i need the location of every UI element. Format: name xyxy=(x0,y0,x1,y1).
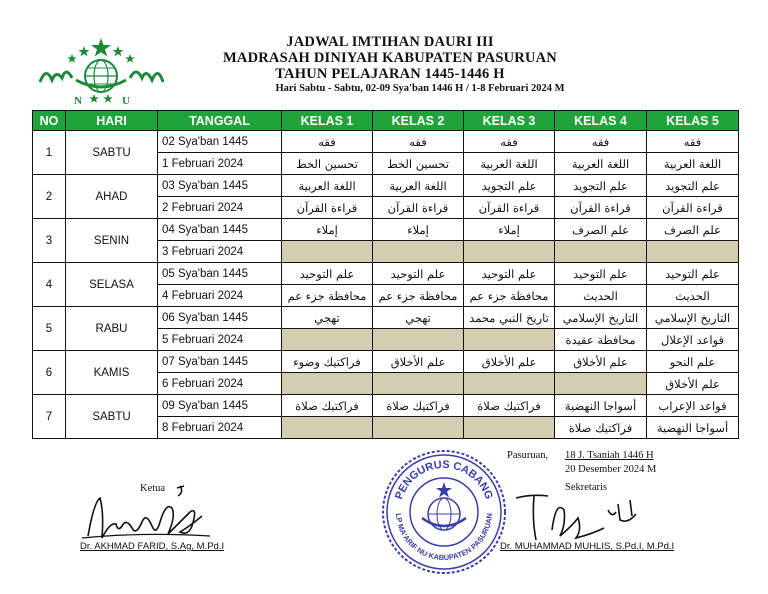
cell-kelas-4: علم الصرف xyxy=(555,219,647,241)
cell-kelas-3: اللغة العربية xyxy=(464,153,555,175)
cell-kelas-4: اللغة العربية xyxy=(555,153,647,175)
cell-hari: SENIN xyxy=(66,219,158,263)
cell-hari: AHAD xyxy=(66,175,158,219)
cell-kelas-3: محافظة جزء عم xyxy=(464,285,555,307)
cell-kelas-3: علم التجويد xyxy=(464,175,555,197)
official-stamp xyxy=(380,448,508,576)
stamp-top-text: PENGURUS CABANG xyxy=(393,458,495,502)
logo-calligraphy-right xyxy=(130,72,163,82)
col-header-kelas-2: KELAS 2 xyxy=(373,111,464,131)
title-line-1: JADWAL IMTIHAN DAURI III xyxy=(286,34,494,50)
cell-tanggal: 3 Februari 2024 xyxy=(158,241,282,263)
cell-kelas-5: علم الصرف xyxy=(647,219,739,241)
cell-kelas-2: تهجي xyxy=(373,307,464,329)
col-header-kelas-5: KELAS 5 xyxy=(647,111,739,131)
cell-kelas-3: علم الأخلاق xyxy=(464,351,555,373)
nu-logo xyxy=(36,36,166,108)
cell-kelas-5: فقه xyxy=(647,131,739,153)
cell-kelas-3: فراكتيك صلاة xyxy=(464,395,555,417)
cell-kelas-2: فراكتيك صلاة xyxy=(373,395,464,417)
cell-hari: SABTU xyxy=(66,395,158,439)
table-header-row xyxy=(33,111,739,131)
cell-kelas-1 xyxy=(282,417,373,439)
cell-no: 3 xyxy=(33,219,66,263)
cell-tanggal: 02 Sya'ban 1445 xyxy=(158,131,282,153)
cell-tanggal: 5 Februari 2024 xyxy=(158,329,282,351)
table-row xyxy=(33,175,739,197)
cell-kelas-2: فقه xyxy=(373,131,464,153)
cell-kelas-1: اللغة العربية xyxy=(282,175,373,197)
cell-kelas-1: تهجي xyxy=(282,307,373,329)
cell-kelas-5: اللغة العربية xyxy=(647,153,739,175)
stamp-bottom-text: LP MA'ARIF NU KABUPATEN PASURUAN xyxy=(393,512,495,563)
col-header-hari: HARI xyxy=(66,111,158,131)
schedule-table xyxy=(32,110,739,439)
cell-kelas-3: فقه xyxy=(464,131,555,153)
logo-letter-u: U xyxy=(122,95,130,107)
cell-kelas-1: قراءة القرآن xyxy=(282,197,373,219)
cell-kelas-5: قواعد الإعلال xyxy=(647,329,739,351)
cell-kelas-1: فراكتيك صلاة xyxy=(282,395,373,417)
sign-date-masehi: 20 Desember 2024 M xyxy=(565,464,657,475)
table-row xyxy=(33,351,739,373)
cell-tanggal: 05 Sya'ban 1445 xyxy=(158,263,282,285)
cell-kelas-1: فقه xyxy=(282,131,373,153)
col-header-kelas-4: KELAS 4 xyxy=(555,111,647,131)
cell-kelas-1 xyxy=(282,241,373,263)
cell-kelas-5: علم الأخلاق xyxy=(647,373,739,395)
cell-kelas-4 xyxy=(555,241,647,263)
cell-tanggal: 07 Sya'ban 1445 xyxy=(158,351,282,373)
cell-tanggal: 09 Sya'ban 1445 xyxy=(158,395,282,417)
cell-kelas-3: إملاء xyxy=(464,219,555,241)
cell-tanggal: 03 Sya'ban 1445 xyxy=(158,175,282,197)
title-line-4: Hari Sabtu - Sabtu, 02-09 Sya'ban 1446 H / 1-8 Februari 2024 M xyxy=(275,83,565,94)
logo-star xyxy=(89,94,99,103)
cell-kelas-3: قراءة القرآن xyxy=(464,197,555,219)
cell-hari: SELASA xyxy=(66,263,158,307)
cell-no: 6 xyxy=(33,351,66,395)
cell-kelas-1: تحسين الخط xyxy=(282,153,373,175)
cell-kelas-1 xyxy=(282,373,373,395)
cell-kelas-2 xyxy=(373,329,464,351)
cell-kelas-4: فراكتيك صلاة xyxy=(555,417,647,439)
cell-kelas-2: إملاء xyxy=(373,219,464,241)
cell-tanggal: 06 Sya'ban 1445 xyxy=(158,307,282,329)
cell-kelas-5: الحديث xyxy=(647,285,739,307)
ketua-title: Ketua xyxy=(140,483,166,494)
logo-star xyxy=(67,54,77,63)
cell-kelas-5: علم التجويد xyxy=(647,175,739,197)
cell-tanggal: 1 Februari 2024 xyxy=(158,153,282,175)
cell-no: 1 xyxy=(33,131,66,175)
cell-kelas-3 xyxy=(464,417,555,439)
cell-kelas-3 xyxy=(464,241,555,263)
cell-kelas-3 xyxy=(464,373,555,395)
cell-kelas-5: علم التوحيد xyxy=(647,263,739,285)
logo-letter-n: N xyxy=(74,95,82,107)
cell-kelas-2 xyxy=(373,417,464,439)
cell-kelas-3: تاريخ النبي محمد xyxy=(464,307,555,329)
cell-hari: RABU xyxy=(66,307,158,351)
cell-kelas-2: اللغة العربية xyxy=(373,175,464,197)
ketua-signature xyxy=(80,482,250,544)
cell-kelas-4: قراءة القرآن xyxy=(555,197,647,219)
col-header-kelas-1: KELAS 1 xyxy=(282,111,373,131)
cell-no: 2 xyxy=(33,175,66,219)
cell-kelas-2 xyxy=(373,241,464,263)
sekretaris-title: Sekretaris xyxy=(565,482,607,493)
logo-star xyxy=(125,54,135,63)
cell-kelas-1: فراكتيك وضوء xyxy=(282,351,373,373)
logo-calligraphy-left xyxy=(40,72,72,82)
cell-kelas-5: قواعد الإعراب xyxy=(647,395,739,417)
cell-kelas-5 xyxy=(647,241,739,263)
ketua-name: Dr. AKHMAD FARID, S.Ag, M.Pd.I xyxy=(80,541,225,552)
logo-star xyxy=(113,46,124,56)
cell-kelas-4: علم التوحيد xyxy=(555,263,647,285)
cell-kelas-2 xyxy=(373,373,464,395)
cell-kelas-4: الحديث xyxy=(555,285,647,307)
col-header-no: NO xyxy=(33,111,66,131)
cell-kelas-2: علم التوحيد xyxy=(373,263,464,285)
cell-no: 5 xyxy=(33,307,66,351)
cell-kelas-4: التاريخ الإسلامي xyxy=(555,307,647,329)
cell-kelas-2: تحسين الخط xyxy=(373,153,464,175)
sign-place: Pasuruan, xyxy=(507,450,549,461)
sekretaris-signature xyxy=(512,490,662,544)
cell-kelas-1: إملاء xyxy=(282,219,373,241)
document-header xyxy=(170,34,610,96)
cell-kelas-4: محافظة عقيدة xyxy=(555,329,647,351)
title-line-2: MADRASAH DINIYAH KABUPATEN PASURUAN xyxy=(223,50,557,66)
cell-kelas-4: علم الأخلاق xyxy=(555,351,647,373)
table-row xyxy=(33,395,739,417)
cell-tanggal: 2 Februari 2024 xyxy=(158,197,282,219)
logo-star-main xyxy=(91,38,111,57)
cell-hari: SABTU xyxy=(66,131,158,175)
col-header-kelas-3: KELAS 3 xyxy=(464,111,555,131)
cell-kelas-4: فقه xyxy=(555,131,647,153)
cell-kelas-4: علم التجويد xyxy=(555,175,647,197)
cell-kelas-3 xyxy=(464,329,555,351)
cell-tanggal: 04 Sya'ban 1445 xyxy=(158,219,282,241)
title-line-3: TAHUN PELAJARAN 1445-1446 H xyxy=(275,66,505,82)
table-row xyxy=(33,307,739,329)
cell-no: 7 xyxy=(33,395,66,439)
sign-date-hijri: 18 J. Tsaniah 1446 H xyxy=(565,450,654,461)
cell-kelas-2: علم الأخلاق xyxy=(373,351,464,373)
col-header-tanggal: TANGGAL xyxy=(158,111,282,131)
cell-kelas-3: علم التوحيد xyxy=(464,263,555,285)
cell-kelas-2: محافظة جزء عم xyxy=(373,285,464,307)
cell-kelas-1: محافظة جزء عم xyxy=(282,285,373,307)
cell-tanggal: 4 Februari 2024 xyxy=(158,285,282,307)
sekretaris-name: Dr. MUHAMMAD MUHLIS, S.Pd.I, M.Pd.I xyxy=(500,541,675,552)
cell-kelas-5: أسواجا النهضية xyxy=(647,417,739,439)
cell-kelas-1: علم التوحيد xyxy=(282,263,373,285)
table-row xyxy=(33,219,739,241)
cell-kelas-5: قراءة القرآن xyxy=(647,197,739,219)
logo-star xyxy=(79,46,90,56)
cell-kelas-4: أسواجا النهضية xyxy=(555,395,647,417)
table-row xyxy=(33,131,739,153)
cell-tanggal: 6 Februari 2024 xyxy=(158,373,282,395)
cell-kelas-5: التاريخ الإسلامي xyxy=(647,307,739,329)
cell-kelas-2: قراءة القرآن xyxy=(373,197,464,219)
cell-no: 4 xyxy=(33,263,66,307)
table-row xyxy=(33,263,739,285)
logo-star xyxy=(103,94,113,103)
cell-kelas-5: علم النحو xyxy=(647,351,739,373)
cell-kelas-4 xyxy=(555,373,647,395)
cell-hari: KAMIS xyxy=(66,351,158,395)
cell-kelas-1 xyxy=(282,329,373,351)
cell-tanggal: 8 Februari 2024 xyxy=(158,417,282,439)
